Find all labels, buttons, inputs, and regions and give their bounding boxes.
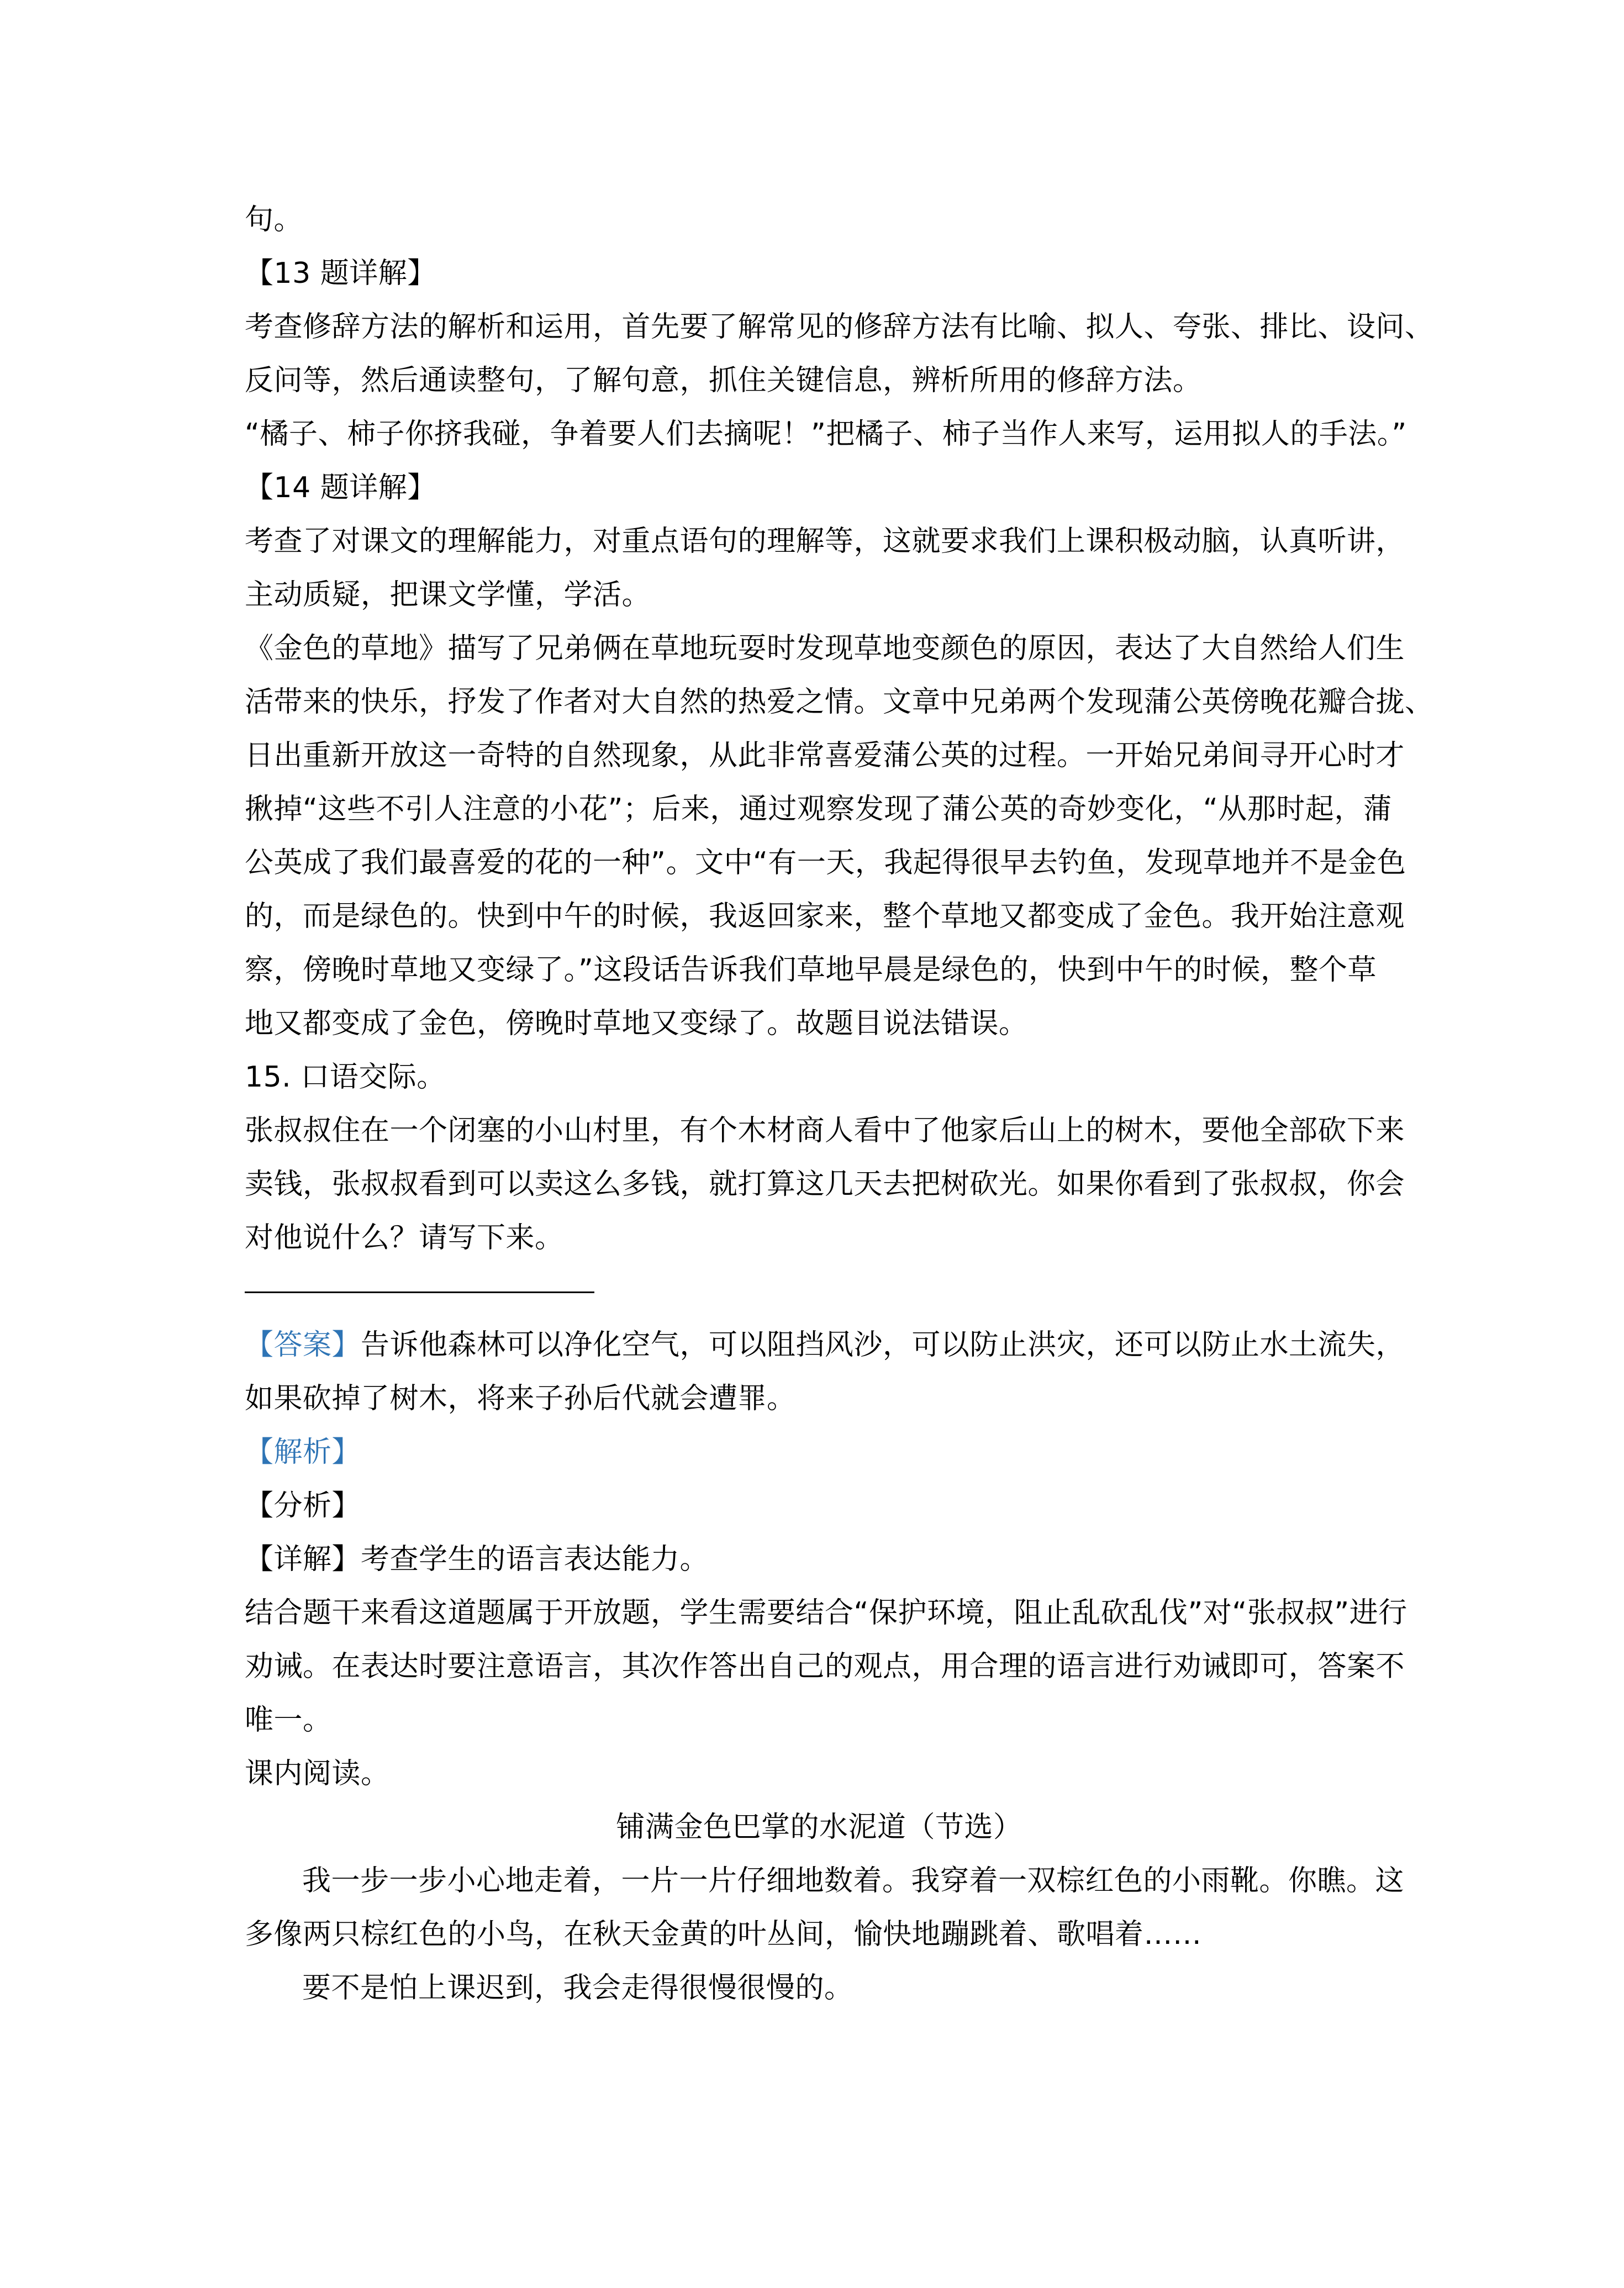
q14-line-4: 活带来的快乐，抒发了作者对大自然的热爱之情。文章中兄弟两个发现蒲公英傍晚花瓣合拢、 (245, 686, 1434, 719)
answer-line-2: 如果砍掉了树木，将来子孙后代就会遭罪。 (245, 1382, 796, 1415)
q14-line-10: 地又都变成了金色，傍晚时草地又变绿了。故题目说法错误。 (245, 1007, 1028, 1040)
fenxi-label: 【分析】 (245, 1489, 361, 1522)
detail-line-3: 唯一。 (245, 1704, 332, 1737)
q13-line-3: “橘子、柿子你挤我碰，争着要人们去摘呢！”把橘子、柿子当作人来写，运用拟人的手法。” (245, 418, 1407, 451)
answer-text-1: 告诉他森林可以净化空气，可以阻挡风沙，可以防止洪灾，还可以防止水土流失， (361, 1328, 1405, 1362)
q13-heading: 【13 题详解】 (245, 257, 436, 290)
reading-para2: 要不是怕上课迟到，我会走得很慢很慢的。 (302, 1971, 853, 2005)
q13-line-1: 考查修辞方法的解析和运用，首先要了解常见的修辞方法有比喻、拟人、夸张、排比、设问、 (245, 310, 1434, 344)
q15-prompt-line-3: 对他说什么？请写下来。 (245, 1221, 564, 1254)
q14-line-3: 《金色的草地》描写了兄弟俩在草地玩耍时发现草地变颜色的原因，表达了大自然给人们生 (245, 632, 1405, 665)
detail-line-2: 劝诫。在表达时要注意语言，其次作答出自己的观点，用合理的语言进行劝诫即可，答案不 (245, 1650, 1405, 1683)
detail-first-text: 考查学生的语言表达能力。 (361, 1543, 709, 1576)
answer-line-1 (245, 1319, 1405, 1372)
q15-prompt-line-1: 张叔叔住在一个闭塞的小山村里，有个木材商人看中了他家后山上的树木，要他全部砍下来 (245, 1114, 1405, 1147)
analysis-label: 【解析】 (245, 1436, 361, 1469)
q14-line-7: 公英成了我们最喜爱的花的一种”。文中“有一天，我起得很早去钓鱼，发现草地并不是金色 (245, 846, 1406, 879)
q15-prompt-line-2: 卖钱，张叔叔看到可以卖这么多钱，就打算这几天去把树砍光。如果你看到了张叔叔，你会 (245, 1168, 1405, 1201)
detail-label: 【详解】 (245, 1543, 361, 1576)
previous-answer-tail: 句。 (245, 203, 303, 236)
q14-line-2: 主动质疑，把课文学懂，学活。 (245, 578, 651, 611)
q14-line-6: 揪掉“这些不引人注意的小花”；后来，通过观察发现了蒲公英的奇妙变化，“从那时起，蒲 (245, 793, 1393, 826)
q14-line-8: 的，而是绿色的。快到中午的时候，我返回家来，整个草地又都变成了金色。我开始注意观 (245, 900, 1405, 933)
reading-intro: 课内阅读。 (245, 1757, 390, 1790)
answer-label: 【答案】 (245, 1328, 361, 1362)
reading-para1-line-1: 我一步一步小心地走着，一片一片仔细地数着。我穿着一双棕红色的小雨靴。你瞧。这 (302, 1864, 1405, 1897)
q14-line-5: 日出重新开放这一奇特的自然现象，从此非常喜爱蒲公英的过程。一开始兄弟间寻开心时才 (245, 739, 1405, 772)
q14-heading: 【14 题详解】 (245, 471, 436, 504)
detail-first-line (245, 1533, 1394, 1586)
detail-line-1: 结合题干来看这道题属于开放题，学生需要结合“保护环境，阻止乱砍乱伐”对“张叔叔”进行 (245, 1596, 1407, 1630)
reading-title: 铺满金色巴掌的水泥道（节选） (616, 1811, 1022, 1844)
reading-para1-line-2: 多像两只棕红色的小鸟，在秋天金黄的叶丛间，愉快地蹦跳着、歌唱着…… (245, 1918, 1202, 1951)
q14-line-9: 察，傍晚时草地又变绿了。”这段话告诉我们草地早晨是绿色的，快到中午的时候，整个草 (245, 953, 1377, 987)
q13-line-2: 反问等，然后通读整句，了解句意，抓住关键信息，辨析所用的修辞方法。 (245, 364, 1202, 397)
q15-title: 15. 口语交际。 (245, 1061, 446, 1094)
q14-line-1: 考查了对课文的理解能力，对重点语句的理解等，这就要求我们上课积极动脑，认真听讲， (245, 525, 1405, 558)
document-page (245, 193, 1434, 2015)
answer-blank-line (245, 1291, 594, 1293)
